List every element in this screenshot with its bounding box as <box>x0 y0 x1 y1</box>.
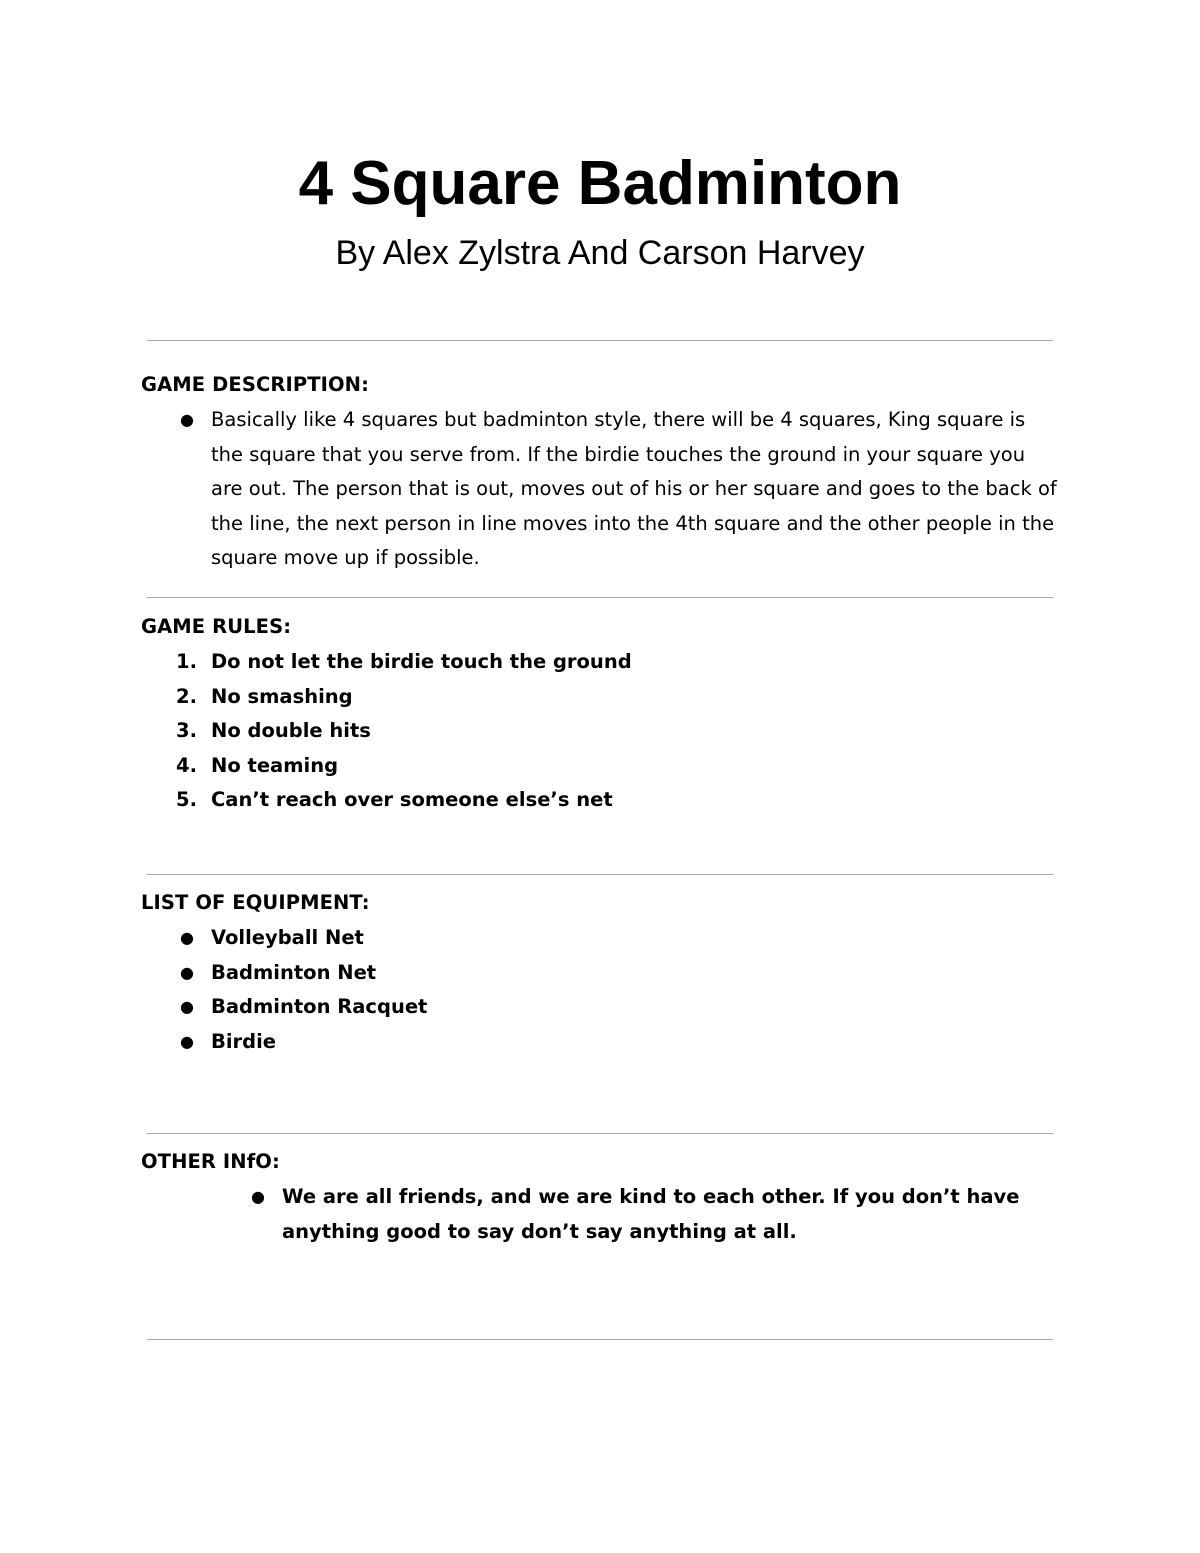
section-heading-game-rules: GAME RULES: <box>141 615 292 638</box>
rule-number: 2. <box>176 684 197 708</box>
other-info-text: We are all friends, and we are kind to each other. If you don’t have anything good to say don’t say anything at all. <box>282 1185 1020 1243</box>
list-item <box>180 1025 1011 1060</box>
bullet-icon: ● <box>180 410 194 429</box>
bullet-icon: ● <box>180 997 194 1016</box>
list-item <box>251 1180 1042 1249</box>
other-info-list <box>251 1180 1042 1249</box>
equipment-item: Badminton Net <box>211 960 377 984</box>
bullet-icon: ● <box>180 1031 194 1051</box>
equipment-item: Badminton Racquet <box>211 995 428 1018</box>
horizontal-divider <box>147 874 1053 875</box>
rule-number: 4. <box>176 753 197 777</box>
list-item <box>180 956 1011 991</box>
section-heading-equipment: LIST OF EQUIPMENT: <box>141 891 370 914</box>
list-item <box>180 921 1011 956</box>
rule-text: No smashing <box>211 684 353 708</box>
rule-number: 3. <box>176 719 197 742</box>
list-item <box>180 990 1011 1025</box>
list-item <box>180 403 1061 576</box>
list-item <box>176 749 1011 784</box>
horizontal-divider <box>147 1339 1053 1340</box>
rule-text: Can’t reach over someone else’s net <box>211 788 613 811</box>
bullet-icon: ● <box>180 928 194 947</box>
equipment-item: Birdie <box>211 1029 277 1053</box>
rule-text: No teaming <box>211 753 339 777</box>
rule-number: 1. <box>176 650 197 673</box>
horizontal-divider <box>147 340 1053 341</box>
list-item <box>176 680 1011 715</box>
equipment-item: Volleyball Net <box>211 926 364 949</box>
list-item <box>176 783 1011 818</box>
list-item <box>176 645 1011 680</box>
list-item <box>176 714 1011 749</box>
rule-text: Do not let the birdie touch the ground <box>211 650 632 673</box>
horizontal-divider <box>147 597 1053 598</box>
bullet-icon: ● <box>180 962 194 982</box>
section-heading-game-description: GAME DESCRIPTION: <box>141 373 369 396</box>
game-rules-list <box>176 645 1011 818</box>
game-description-text: Basically like 4 squares but badminton style, there will be 4 squares, King square is the square that you serve from. If the birdie touches the ground in your square you are out. The person that is out, moves out of his or her square and goes to the back of the line, the next person in line moves into the 4th square and the other people in the square move up if possible. <box>211 408 1057 569</box>
rule-number: 5. <box>176 788 197 811</box>
game-description-list <box>180 403 1061 576</box>
section-heading-other-info: OTHER INfO: <box>141 1150 280 1173</box>
document-title: 4 Square Badminton <box>298 149 902 218</box>
rule-text: No double hits <box>211 719 371 742</box>
horizontal-divider <box>147 1133 1053 1134</box>
bullet-icon: ● <box>251 1187 265 1206</box>
document-subtitle: By Alex Zylstra And Carson Harvey <box>335 234 865 272</box>
equipment-list <box>180 921 1011 1059</box>
